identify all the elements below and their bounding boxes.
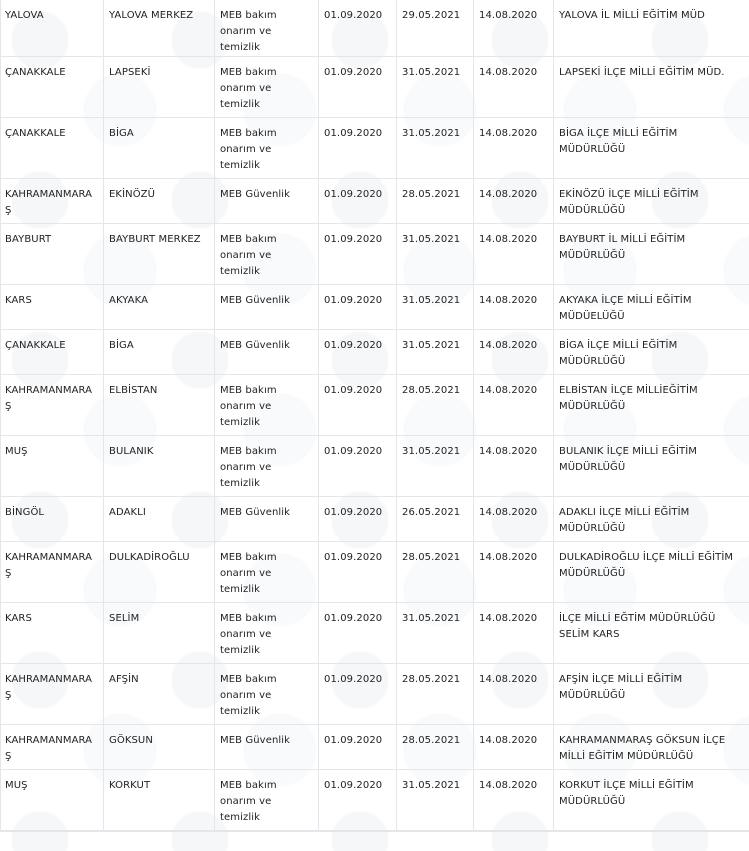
- table-row: [1, 664, 749, 725]
- end-date-cell: 31.05.2021: [397, 285, 474, 330]
- start-date-cell: 01.09.2020: [319, 330, 397, 375]
- table-row: [1, 375, 749, 436]
- announce-date-cell: 14.08.2020: [474, 0, 554, 57]
- end-date-cell: 31.05.2021: [397, 436, 474, 497]
- job-type-cell: MEB Güvenlik: [215, 497, 319, 542]
- institution-cell: BAYBURT İL MİLLİ EĞİTİM MÜDÜRLÜĞÜ: [554, 224, 749, 285]
- announce-date-cell: 14.08.2020: [474, 179, 554, 224]
- city-cell: KARS: [1, 603, 104, 664]
- district-cell: AFŞİN: [104, 664, 215, 725]
- start-date-cell: 01.09.2020: [319, 118, 397, 179]
- start-date-cell: 01.09.2020: [319, 285, 397, 330]
- job-type-cell: MEB bakım onarım ve temizlik: [215, 118, 319, 179]
- end-date-cell: 31.05.2021: [397, 118, 474, 179]
- start-date-cell: 01.09.2020: [319, 375, 397, 436]
- start-date-cell: 01.09.2020: [319, 542, 397, 603]
- table-row: [1, 118, 749, 179]
- table-row: [1, 285, 749, 330]
- table-row: [1, 725, 749, 770]
- job-type-cell: MEB Güvenlik: [215, 725, 319, 770]
- start-date-cell: 01.09.2020: [319, 224, 397, 285]
- institution-cell: DULKADİROĞLU İLÇE MİLLİ EĞİTİM MÜDÜRLÜĞÜ: [554, 542, 749, 603]
- district-cell: EKİNÖZÜ: [104, 179, 215, 224]
- announce-date-cell: 14.08.2020: [474, 603, 554, 664]
- announce-date-cell: 14.08.2020: [474, 497, 554, 542]
- table-row: [1, 0, 749, 57]
- table-row: [1, 436, 749, 497]
- district-cell: ADAKLI: [104, 497, 215, 542]
- institution-cell: BULANIK İLÇE MİLLİ EĞİTİM MÜDÜRLÜĞÜ: [554, 436, 749, 497]
- announce-date-cell: 14.08.2020: [474, 375, 554, 436]
- table-row: [1, 542, 749, 603]
- job-type-cell: MEB bakım onarım ve temizlik: [215, 542, 319, 603]
- end-date-cell: 28.05.2021: [397, 375, 474, 436]
- institution-cell: YALOVA İL MİLLİ EĞİTİM MÜD: [554, 0, 749, 57]
- end-date-cell: 31.05.2021: [397, 57, 474, 118]
- announce-date-cell: 14.08.2020: [474, 542, 554, 603]
- city-cell: MUŞ: [1, 770, 104, 831]
- job-type-cell: MEB Güvenlik: [215, 179, 319, 224]
- end-date-cell: 28.05.2021: [397, 542, 474, 603]
- table-row: [1, 224, 749, 285]
- announce-date-cell: 14.08.2020: [474, 770, 554, 831]
- start-date-cell: 01.09.2020: [319, 497, 397, 542]
- end-date-cell: 31.05.2021: [397, 224, 474, 285]
- city-cell: KAHRAMANMARAŞ: [1, 179, 104, 224]
- start-date-cell: 01.09.2020: [319, 603, 397, 664]
- announce-date-cell: 14.08.2020: [474, 224, 554, 285]
- institution-cell: BİGA İLÇE MİLLİ EĞİTİM MÜDÜRLÜĞÜ: [554, 118, 749, 179]
- table-bottom-edge: [0, 831, 749, 846]
- job-type-cell: MEB bakım onarım ve temizlik: [215, 770, 319, 831]
- institution-cell: ELBİSTAN İLÇE MİLLİEĞİTİM MÜDÜRLÜĞÜ: [554, 375, 749, 436]
- end-date-cell: 28.05.2021: [397, 179, 474, 224]
- start-date-cell: 01.09.2020: [319, 725, 397, 770]
- job-type-cell: MEB bakım onarım ve temizlik: [215, 224, 319, 285]
- announce-date-cell: 14.08.2020: [474, 330, 554, 375]
- city-cell: KARS: [1, 285, 104, 330]
- job-type-cell: MEB bakım onarım ve temizlik: [215, 436, 319, 497]
- table-body: [1, 0, 749, 831]
- institution-cell: LAPSEKİ İLÇE MİLLİ EĞİTİM MÜD.: [554, 57, 749, 118]
- end-date-cell: 26.05.2021: [397, 497, 474, 542]
- city-cell: ÇANAKKALE: [1, 118, 104, 179]
- table-row: [1, 497, 749, 542]
- job-type-cell: MEB bakım onarım ve temizlik: [215, 664, 319, 725]
- institution-cell: KAHRAMANMARAŞ GÖKSUN İLÇE MİLLİ EĞİTİM MÜDÜRLÜĞÜ: [554, 725, 749, 770]
- job-type-cell: MEB Güvenlik: [215, 330, 319, 375]
- job-type-cell: MEB bakım onarım ve temizlik: [215, 57, 319, 118]
- institution-cell: İLÇE MİLLİ EĞTİM MÜDÜRLÜĞÜ SELİM KARS: [554, 603, 749, 664]
- announce-date-cell: 14.08.2020: [474, 436, 554, 497]
- end-date-cell: 29.05.2021: [397, 0, 474, 57]
- district-cell: BİGA: [104, 330, 215, 375]
- start-date-cell: 01.09.2020: [319, 179, 397, 224]
- table-row: [1, 770, 749, 831]
- city-cell: MUŞ: [1, 436, 104, 497]
- district-cell: GÖKSUN: [104, 725, 215, 770]
- institution-cell: KORKUT İLÇE MİLLİ EĞİTİM MÜDÜRLÜĞÜ: [554, 770, 749, 831]
- table-row: [1, 57, 749, 118]
- end-date-cell: 31.05.2021: [397, 603, 474, 664]
- table-row: [1, 603, 749, 664]
- announce-date-cell: 14.08.2020: [474, 57, 554, 118]
- job-type-cell: MEB bakım onarım ve temizlik: [215, 0, 319, 57]
- institution-cell: AFŞİN İLÇE MİLLİ EĞİTİM MÜDÜRLÜĞÜ: [554, 664, 749, 725]
- end-date-cell: 28.05.2021: [397, 725, 474, 770]
- institution-cell: ADAKLI İLÇE MİLLİ EĞİTİM MÜDÜRLÜĞÜ: [554, 497, 749, 542]
- announce-date-cell: 14.08.2020: [474, 664, 554, 725]
- start-date-cell: 01.09.2020: [319, 436, 397, 497]
- district-cell: BAYBURT MERKEZ: [104, 224, 215, 285]
- city-cell: KAHRAMANMARAŞ: [1, 664, 104, 725]
- district-cell: YALOVA MERKEZ: [104, 0, 215, 57]
- announce-date-cell: 14.08.2020: [474, 725, 554, 770]
- city-cell: KAHRAMANMARAŞ: [1, 542, 104, 603]
- start-date-cell: 01.09.2020: [319, 57, 397, 118]
- institution-cell: EKİNÖZÜ İLÇE MİLLİ EĞİTİM MÜDÜRLÜĞÜ: [554, 179, 749, 224]
- district-cell: ELBİSTAN: [104, 375, 215, 436]
- district-cell: BULANIK: [104, 436, 215, 497]
- institution-cell: AKYAKA İLÇE MİLLİ EĞİTİM MÜDÜELÜĞÜ: [554, 285, 749, 330]
- district-cell: KORKUT: [104, 770, 215, 831]
- job-type-cell: MEB Güvenlik: [215, 285, 319, 330]
- announce-date-cell: 14.08.2020: [474, 285, 554, 330]
- announce-date-cell: 14.08.2020: [474, 118, 554, 179]
- city-cell: BİNGÖL: [1, 497, 104, 542]
- end-date-cell: 28.05.2021: [397, 664, 474, 725]
- city-cell: ÇANAKKALE: [1, 330, 104, 375]
- city-cell: KAHRAMANMARAŞ: [1, 375, 104, 436]
- start-date-cell: 01.09.2020: [319, 0, 397, 57]
- start-date-cell: 01.09.2020: [319, 664, 397, 725]
- end-date-cell: 31.05.2021: [397, 770, 474, 831]
- city-cell: KAHRAMANMARAŞ: [1, 725, 104, 770]
- district-cell: SELİM: [104, 603, 215, 664]
- district-cell: BİGA: [104, 118, 215, 179]
- table-row: [1, 179, 749, 224]
- institution-cell: BİGA İLÇE MİLLİ EĞİTİM MÜDÜRLÜĞÜ: [554, 330, 749, 375]
- job-type-cell: MEB bakım onarım ve temizlik: [215, 375, 319, 436]
- district-cell: LAPSEKİ: [104, 57, 215, 118]
- table-row: [1, 330, 749, 375]
- start-date-cell: 01.09.2020: [319, 770, 397, 831]
- district-cell: AKYAKA: [104, 285, 215, 330]
- city-cell: YALOVA: [1, 0, 104, 57]
- city-cell: ÇANAKKALE: [1, 57, 104, 118]
- end-date-cell: 31.05.2021: [397, 330, 474, 375]
- job-type-cell: MEB bakım onarım ve temizlik: [215, 603, 319, 664]
- city-cell: BAYBURT: [1, 224, 104, 285]
- district-cell: DULKADİROĞLU: [104, 542, 215, 603]
